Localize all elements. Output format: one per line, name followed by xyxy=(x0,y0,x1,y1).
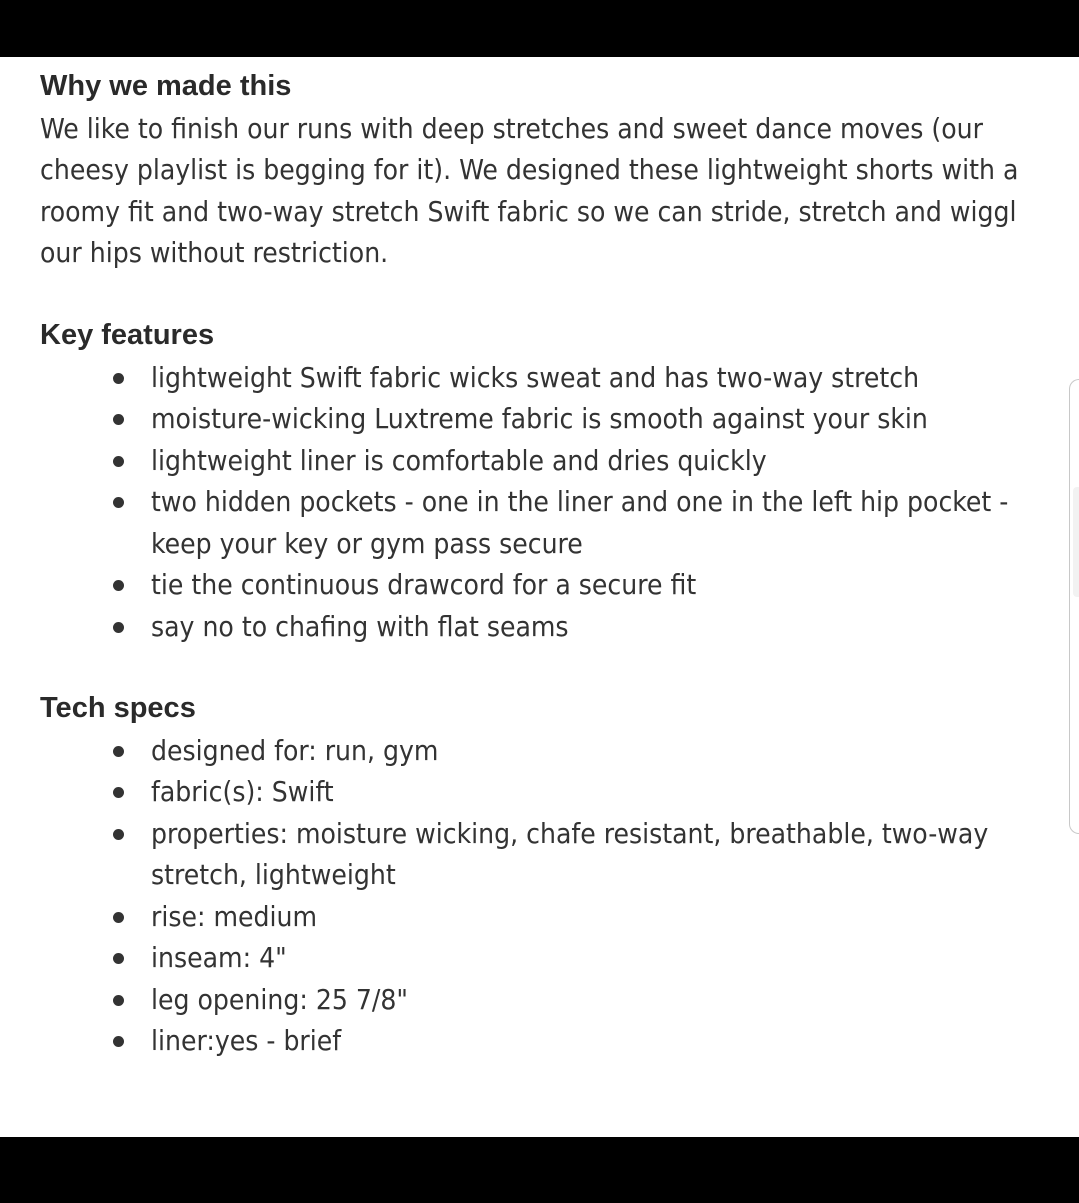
list-item-text: leg opening: 25 7/8" xyxy=(151,982,408,1016)
list-item xyxy=(40,606,1079,648)
top-black-bar xyxy=(0,0,1079,57)
why-we-made-this-paragraph xyxy=(40,108,1079,274)
tech-specs-section xyxy=(40,688,1079,1062)
edge-panel-handle-shade xyxy=(1073,487,1079,597)
list-item xyxy=(40,937,1079,979)
list-item xyxy=(40,771,1079,813)
bullet-icon xyxy=(113,373,124,384)
bullet-icon xyxy=(113,829,124,840)
list-item-text: lightweight liner is comfortable and dries quickly xyxy=(151,443,767,477)
list-item xyxy=(40,813,1079,896)
list-item xyxy=(40,896,1079,938)
paragraph-line: We like to finish our runs with deep stretches and sweet dance moves (our xyxy=(40,111,983,145)
bullet-icon xyxy=(113,1036,124,1047)
bullet-icon xyxy=(113,953,124,964)
list-item xyxy=(40,481,1079,564)
tech-specs-heading: Tech specs xyxy=(40,692,196,724)
bottom-black-bar xyxy=(0,1137,1079,1203)
list-item-text: two hidden pockets - one in the liner and one in the left hip pocket - xyxy=(151,485,1009,518)
list-item xyxy=(40,398,1079,440)
bullet-icon xyxy=(113,746,124,757)
list-item-text: inseam: 4" xyxy=(151,941,287,974)
key-features-list xyxy=(40,357,1079,648)
list-item-text: fabric(s): Swift xyxy=(151,775,334,808)
list-item xyxy=(40,979,1079,1021)
list-item-text: lightweight Swift fabric wicks sweat and has two-way stretch xyxy=(151,360,920,394)
list-item-text: properties: moisture wicking, chafe resistant, breathable, two-way xyxy=(151,816,989,850)
bullet-icon xyxy=(113,995,124,1006)
list-item-text: stretch, lightweight xyxy=(151,858,396,891)
bullet-icon xyxy=(113,580,124,591)
list-item-text: rise: medium xyxy=(151,899,318,933)
why-we-made-this-heading: Why we made this xyxy=(40,70,292,102)
bullet-icon xyxy=(113,456,124,467)
paragraph-line: roomy fit and two-way stretch Swift fabric so we can stride, stretch and wiggl xyxy=(40,194,1017,228)
list-item xyxy=(40,564,1079,606)
paragraph-line: our hips without restriction. xyxy=(40,236,389,269)
edge-panel-handle[interactable] xyxy=(1069,379,1079,834)
bullet-icon xyxy=(113,497,124,508)
why-we-made-this-section xyxy=(40,66,1079,274)
key-features-heading: Key features xyxy=(40,319,215,351)
tech-specs-list xyxy=(40,730,1079,1062)
product-details-content[interactable] xyxy=(0,57,1079,1137)
paragraph-line: cheesy playlist is begging for it). We designed these lightweight shorts with a xyxy=(40,153,1019,186)
list-item-text: moisture-wicking Luxtreme fabric is smooth against your skin xyxy=(151,402,928,435)
list-item-text: keep your key or gym pass secure xyxy=(151,526,583,560)
list-item xyxy=(40,357,1079,399)
bullet-icon xyxy=(113,787,124,798)
bullet-icon xyxy=(113,912,124,923)
key-features-section xyxy=(40,315,1079,647)
list-item xyxy=(40,730,1079,772)
list-item-text: tie the continuous drawcord for a secure fit xyxy=(151,568,697,601)
list-item-text: liner:yes - brief xyxy=(151,1024,342,1057)
list-item-text: designed for: run, gym xyxy=(151,733,439,767)
bullet-icon xyxy=(113,414,124,425)
list-item xyxy=(40,1020,1079,1062)
bullet-icon xyxy=(113,622,124,633)
list-item-text: say no to chafing with flat seams xyxy=(151,609,569,643)
list-item xyxy=(40,440,1079,482)
